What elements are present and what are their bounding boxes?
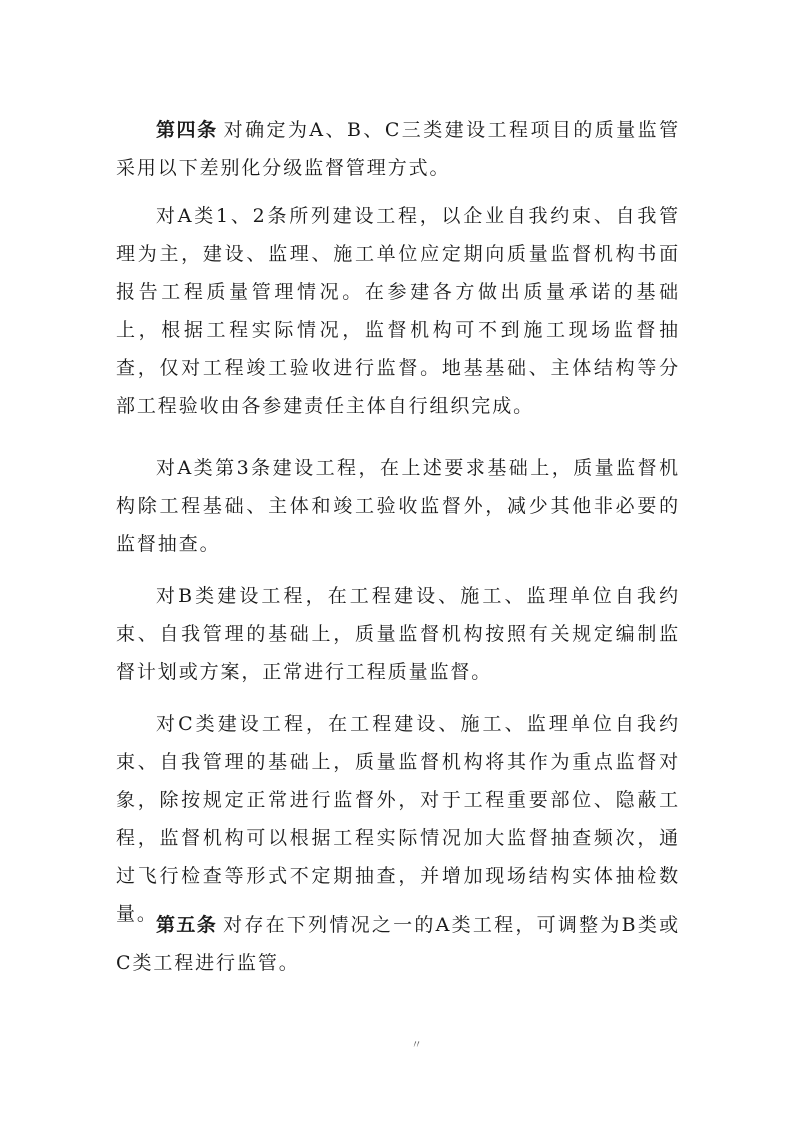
paragraph-article-4 [116,111,680,187]
paragraph-text: 对B类建设工程，在工程建设、施工、监理单位自我约束、自我管理的基础上，质量监督机构按照有关规定编制监督计划或方案，正常进行工程质量监督。 [116,585,680,683]
paragraph-class-a-item-3 [116,449,680,563]
paragraph-class-a-items-1-2 [116,197,680,425]
paragraph-text: 对C类建设工程，在工程建设、施工、监理单位自我约束、自我管理的基础上，质量监督机构将其作为重点监督对象，除按规定正常进行监督外，对于工程重要部位、隐蔽工程，监督机构可以根据工程实际情况加大监督抽查频次，通过飞行检查等形式不定期抽查，并增加现场结构实体抽检数量。 [116,713,680,925]
paragraph-text: 对A类1、2条所列建设工程，以企业自我约束、自我管理为主，建设、监理、施工单位应定期向质量监督机构书面报告工程质量管理情况。在参建各方做出质量承诺的基础上，根据工程实际情况，监督机构可不到施工现场监督抽查，仅对工程竣工验收进行监督。地基基础、主体结构等分部工程验收由各参建责任主体自行组织完成。 [116,205,680,417]
paragraph-class-b [116,577,680,691]
paragraph-class-c [116,705,680,933]
page-mark: 〃 [411,1038,422,1051]
article-heading: 第四条 [156,119,218,141]
paragraph-article-5 [116,906,680,982]
article-heading: 第五条 [156,914,218,936]
paragraph-text: 对确定为A、B、C三类建设工程项目的质量监管采用以下差别化分级监督管理方式。 [116,119,680,179]
paragraph-text: 对存在下列情况之一的A类工程，可调整为B类或C类工程进行监管。 [116,914,680,974]
paragraph-text: 对A类第3条建设工程，在上述要求基础上，质量监督机构除工程基础、主体和竣工验收监督外，减少其他非必要的监督抽查。 [116,457,680,555]
